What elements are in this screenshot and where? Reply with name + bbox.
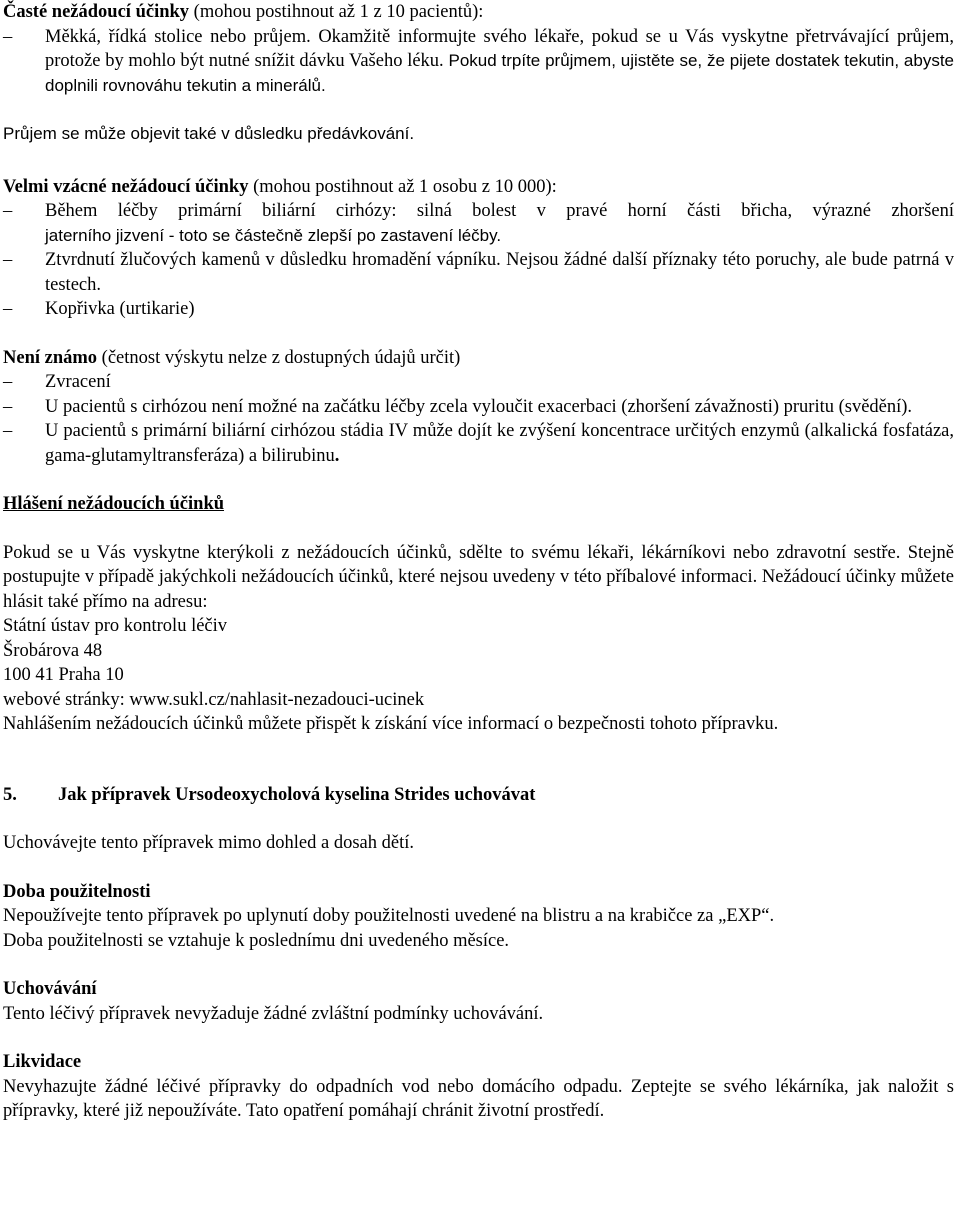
reporting-paragraph: Pokud se u Vás vyskytne kterýkoli z nežádoucích účinků, sdělte to svému lékaři, lékárníkovi nebo zdravotní sestře. Stejně postupujte v případě jakýchkoli nežádoucích účinků, které nejsou uvedeny v této příbalové informaci. Nežádoucí účinky můžete hlásit také přímo na adresu:	[3, 542, 954, 612]
expiry-heading: Doba použitelnosti	[3, 881, 151, 902]
storage-text: Tento léčivý přípravek nevyžaduje žádné zvláštní podmínky uchovávání.	[3, 1003, 544, 1024]
reporting-address-line3: 100 41 Praha 10	[3, 665, 124, 685]
unknown-item1-text: Zvracení	[45, 372, 111, 392]
reporting-closing: Nahlášením nežádoucích účinků můžete přispět k získání více informací o bezpečnosti tohoto přípravku.	[3, 714, 779, 734]
very-rare-item-liver	[3, 199, 954, 248]
very-rare-item-urticaria	[3, 297, 954, 322]
unknown-item-enzymes	[3, 419, 954, 468]
dash-bullet: –	[3, 299, 13, 319]
very-rare-item3-text: Kopřivka (urtikarie)	[45, 299, 195, 319]
very-rare-item2-sans: Nejsou žádné další příznaky této poruchy, ale bude patrná v testech.	[45, 250, 954, 295]
very-rare-item-gallstones	[3, 248, 954, 297]
unknown-item3-text: U pacientů s primární biliární cirhózou stádia IV může dojít ke zvýšení koncentrace určitých enzymů (alkalická fosfatáza, gama-glutamyltransferáza) a bilirubinu	[45, 421, 954, 466]
unknown-heading	[3, 346, 954, 371]
very-rare-item2-serif: Ztvrdnutí žlučových kamenů v důsledku hromadění vápníku.	[45, 250, 501, 270]
reporting-address-line1: Státní ústav pro kontrolu léčiv	[3, 616, 228, 636]
dash-bullet: –	[3, 201, 13, 221]
disposal-heading: Likvidace	[3, 1052, 82, 1072]
common-heading	[3, 0, 954, 25]
reporting-website: webové stránky: www.sukl.cz/nahlasit-nezadouci-ucinek	[3, 689, 425, 710]
unknown-heading-bold: Není známo	[3, 347, 98, 368]
very-rare-item1-serif: Během léčby primární biliární cirhózy: silná bolest v pravé horní části břicha, výrazné zhoršení	[45, 201, 954, 221]
expiry-text-line1: Nepoužívejte tento přípravek po uplynutí doby použitelnosti uvedené na blistru a na krabičce za „EXP“.	[3, 906, 775, 926]
unknown-item-pruritus	[3, 395, 954, 420]
common-item-text-serif: Měkká, řídká stolice nebo průjem. Okamžitě informujte svého lékaře, pokud se u Vás vyskytne přetrvávající průjem, protože by mohlo být nutné snížit dávku Vašeho léku.	[45, 26, 954, 71]
dash-bullet: –	[3, 372, 13, 392]
very-rare-heading-bold: Velmi vzácné nežádoucí účinky	[3, 176, 249, 197]
section5-number: 5.	[3, 784, 17, 805]
unknown-item-vomiting	[3, 370, 954, 395]
unknown-item3-end: .	[334, 445, 340, 466]
very-rare-heading	[3, 175, 954, 200]
dash-bullet: –	[3, 421, 13, 441]
common-item-text-sans: Pokud trpíte průjmem, ujistěte se, že pijete dostatek tekutin, abyste doplnili rovnováhu tekutin a minerálů.	[45, 51, 954, 95]
section5-title: Jak přípravek Ursodeoxycholová kyselina Strides uchovávat	[58, 784, 536, 805]
unknown-heading-rest: (četnost výskytu nelze z dostupných údajů určit)	[97, 347, 461, 368]
very-rare-heading-rest: (mohou postihnout až 1 osobu z 10 000):	[248, 176, 557, 197]
common-note: Průjem se může objevit také v důsledku předávkování.	[3, 124, 415, 143]
common-heading-rest: (mohou postihnout až 1 z 10 pacientů):	[189, 2, 484, 22]
dash-bullet: –	[3, 26, 13, 47]
unknown-item2-text: U pacientů s cirhózou není možné na začátku léčby zcela vyloučit exacerbaci (zhoršení závažnosti) pruritu (svědění).	[45, 396, 913, 417]
section5-heading	[3, 783, 954, 808]
expiry-text-line2: Doba použitelnosti se vztahuje k poslednímu dni uvedeného měsíce.	[3, 930, 510, 951]
reporting-address-line2: Šrobárova 48	[3, 640, 103, 661]
storage-heading: Uchovávání	[3, 979, 97, 999]
common-item-diarrhea	[3, 25, 954, 99]
dash-bullet: –	[3, 396, 13, 417]
disposal-text: Nevyhazujte žádné léčivé přípravky do odpadních vod nebo domácího odpadu. Zeptejte se svého lékárníka, jak naložit s přípravky, které již nepoužíváte. Tato opatření pomáhají chránit životní prostředí.	[3, 1076, 954, 1121]
reporting-heading: Hlášení nežádoucích účinků	[3, 494, 225, 514]
very-rare-item1-sans: jaterního jizvení - toto se částečně zlepší po zastavení léčby.	[45, 225, 502, 245]
dash-bullet: –	[3, 250, 13, 270]
section5-intro: Uchovávejte tento přípravek mimo dohled a dosah dětí.	[3, 833, 414, 853]
common-heading-bold: Časté nežádoucí účinky	[3, 2, 190, 22]
